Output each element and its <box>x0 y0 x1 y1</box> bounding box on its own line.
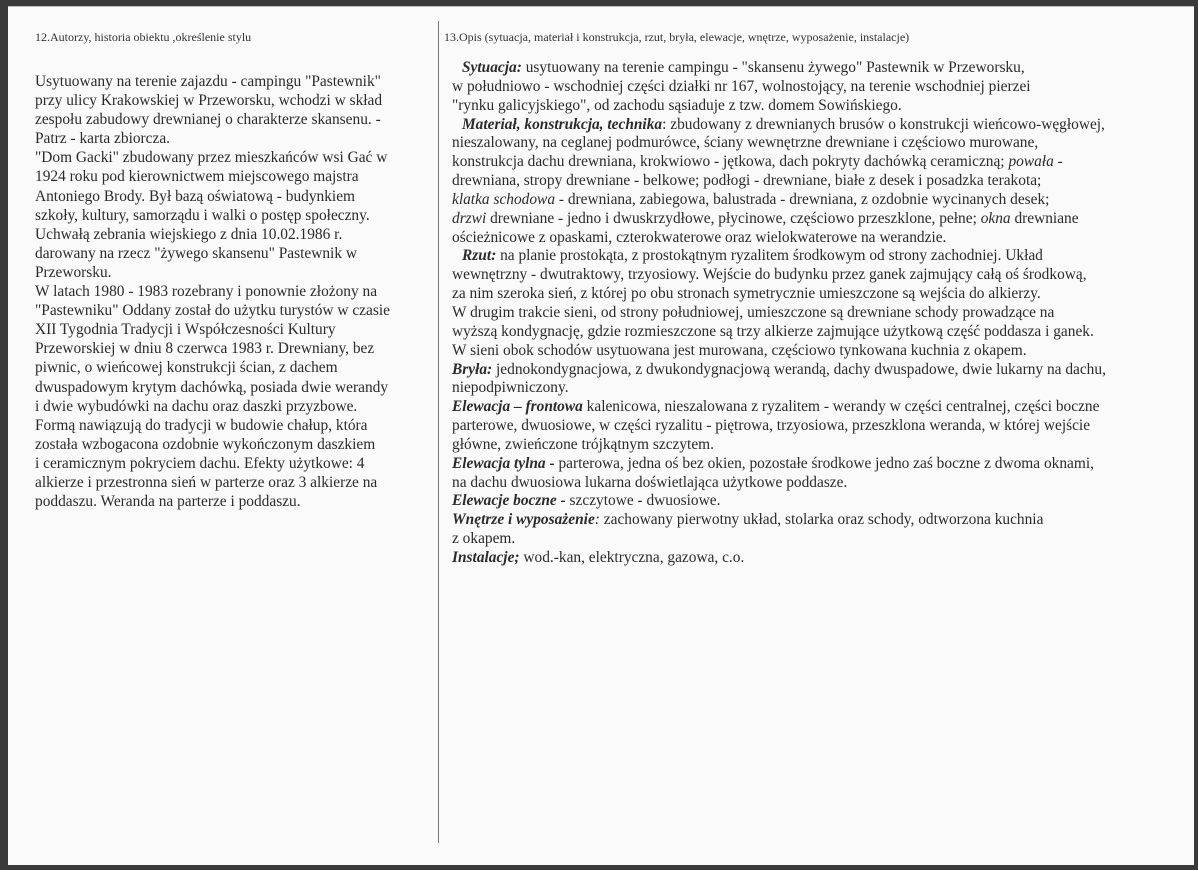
rzut-line: Rzut: na planie prostokąta, z prostokątnym ryzalitem środkowym od strony zachodniej. Układ <box>462 247 1043 265</box>
bryla-label: Bryła: <box>452 360 493 378</box>
tylna-line: Elewacja tylna - parterowa, jedna oś bez okien, pozostałe środkowe jedno zaś boczne z dwoma oknami, <box>452 454 1094 472</box>
bryla-line: Bryła: jednokondygnacjowa, z dwukondygnacjową werandą, dachy dwuspadowe, dwie lukarny na dachu, <box>452 360 1106 378</box>
frontowa-line: parterowe, dwuosiowe, w części ryzalitu - piętrowa, trzyosiowa, przeszklona weranda, w której wejście <box>452 417 1091 435</box>
sytuacja-label: Sytuacja: <box>462 59 522 76</box>
frontowa-line: Elewacja – frontowa kalenicowa, nieszalowana z ryzalitem - werandy w części centralnej, części boczne <box>452 398 1100 416</box>
history-line: Uchwałą zebrania wiejskiego z dnia 10.02.1986 r. <box>35 225 343 243</box>
history-text <box>35 72 435 511</box>
tylna-label: Elewacja tylna - <box>452 454 555 472</box>
wnetrze-label: Wnętrze i wyposażenie <box>452 511 595 529</box>
history-line: i dwie wybudówki na dachu oraz daszki przyzbowe. <box>35 397 358 415</box>
wnetrze-line: Wnętrze i wyposażenie: zachowany pierwotny układ, stolarka oraz schody, odtworzona kuchnia <box>452 511 1044 529</box>
instalacje-line: Instalacje; wod.-kan, elektryczna, gazowa, c.o. <box>452 548 745 566</box>
rzut-label: Rzut: <box>462 247 497 265</box>
material-line: konstrukcja dachu drewniana, krokwiowo - jętkowa, dach pokryty dachówką ceramiczną; powała - <box>452 153 1063 171</box>
sytuacja-line: w południowo - wschodniej części działki nr 167, wolnostojący, na terenie wschodniej pierzei <box>452 77 1031 95</box>
history-line: Patrz - karta zbiorcza. <box>35 130 171 148</box>
instalacje-label: Instalacje; <box>452 548 520 566</box>
sytuacja-line: Sytuacja: usytuowany na terenie campingu - "skansenu żywego" Pastewnik w Przeworsku, <box>462 59 1025 76</box>
history-line: przy ulicy Krakowskiej w Przeworsku, wchodzi w skład <box>35 92 383 110</box>
description-text <box>444 59 1189 568</box>
boczne-line: Elewacje boczne - szczytowe - dwuosiowe. <box>452 492 721 510</box>
material-line: drewniana, stropy drewniane - belkowe; podłogi - drewniane, białe z desek i posadzka terakota; <box>452 172 1042 190</box>
rzut-line: wyższą kondygnację, gdzie rozmieszczone są trzy alkierze zajmujące użytkową część poddasza i ganek. <box>452 322 1094 340</box>
rzut-line: za nim szeroka sień, z której po obu stronach symetrycznie umieszczone są wejścia do alkierzy. <box>452 285 1041 303</box>
material-line: nieszalowany, na ceglanej podmurówce, ściany wewnętrzne drewniane i częściowo murowane, <box>452 134 1039 152</box>
history-line: "Dom Gacki" zbudowany przez mieszkańców wsi Gać w <box>35 149 388 167</box>
history-line: 1924 roku pod kierownictwem miejscowego majstra <box>35 168 359 186</box>
rzut-line: W drugim trakcie sieni, od strony południowej, umieszczone są drewniane schody prowadzące na <box>452 303 1055 321</box>
history-line: W latach 1980 - 1983 rozebrany i ponownie złożony na <box>35 283 378 301</box>
frontowa-line: główne, zwieńczone trójkątnym szczytem. <box>452 435 714 453</box>
history-line: Przeworskiej w dniu 8 czerwca 1983 r. Drewniany, bez <box>35 340 375 358</box>
material-line: drzwi drewniane - jedno i dwuskrzydłowe, płycinowe, częściowo przeszklone, pełne; okna drewniane <box>452 209 1079 227</box>
history-line: dwuspadowym krytym dachówką, posiada dwie werandy <box>35 378 389 396</box>
history-line: Usytuowany na terenie zajazdu - campingu "Pastewnik" <box>35 73 381 90</box>
history-line: piwnic, o wieńcowej konstrukcji ścian, z dachem <box>35 359 338 377</box>
rzut-line: W sieni obok schodów usytuowana jest murowana, częściowo tynkowana kuchnia z okapem. <box>452 341 1027 359</box>
left-column <box>35 29 435 511</box>
history-line: alkierze i przestronna sień w parterze oraz 3 alkierze na <box>35 473 378 491</box>
history-line: została wzbogacona ozdobnie wykończonym daszkiem <box>35 435 376 453</box>
column-divider <box>438 21 439 843</box>
material-line: Materiał, konstrukcja, technika: zbudowany z drewnianych brusów o konstrukcji wieńcowo-węgłowej, <box>462 115 1105 133</box>
frontowa-label: Elewacja – frontowa <box>452 398 583 416</box>
history-line: Formą nawiązują do tradycji w budowie chałup, która <box>35 416 368 434</box>
history-line: Przeworsku. <box>35 263 112 281</box>
history-line: zespołu zabudowy drewnianej o charakterze skansenu. - <box>35 111 381 129</box>
history-line: "Pastewniku" Oddany został do użytku turystów w czasie <box>35 302 390 320</box>
history-line: szkoły, kultury, samorządu i walki o postęp społeczny. <box>35 206 370 224</box>
history-line: XII Tygodnia Tradycji i Współczesności Kultury <box>35 321 336 339</box>
section-12-heading: 12.Autorzy, historia obiektu ,określenie stylu <box>35 30 252 44</box>
material-line: klatka schodowa - drewniana, zabiegowa, balustrada - drewniana, z ozdobnie wycinanych desek; <box>452 190 1050 208</box>
rzut-line: wewnętrzny - dwutraktowy, trzyosiowy. Wejście do budynku przez ganek zajmujący całą oś środkową, <box>452 266 1087 284</box>
history-line: i ceramicznym pokryciem dachu. Efekty użytkowe: 4 <box>35 454 365 472</box>
material-label: Materiał, konstrukcja, technika <box>462 115 663 133</box>
wnetrze-line: z okapem. <box>452 530 516 548</box>
boczne-label: Elewacje boczne - <box>452 492 566 510</box>
right-column <box>444 29 1189 568</box>
section-13-heading: 13.Opis (sytuacja, materiał i konstrukcja, rzut, bryła, elewacje, wnętrze, wyposażenie, instalacje) <box>444 30 910 44</box>
bryla-line: niepodpiwniczony. <box>452 379 569 397</box>
tylna-line: na dachu dwuosiowa lukarna doświetlająca użytkowe poddasze. <box>452 473 848 491</box>
material-line: ościeżnicowe z opaskami, czterokwaterowe oraz wielokwaterowe na werandzie. <box>452 228 947 246</box>
history-line: Antoniego Brody. Był bazą oświatową - budynkiem <box>35 187 356 205</box>
history-line: darowany na rzecz "żywego skansenu" Pastewnik w <box>35 244 357 262</box>
sytuacja-line: "rynku galicyjskiego", od zachodu sąsiaduje z tzw. domem Sowińskiego. <box>452 96 902 114</box>
history-line: poddaszu. Weranda na parterze i poddaszu. <box>35 493 301 511</box>
document-sheet <box>8 6 1194 865</box>
